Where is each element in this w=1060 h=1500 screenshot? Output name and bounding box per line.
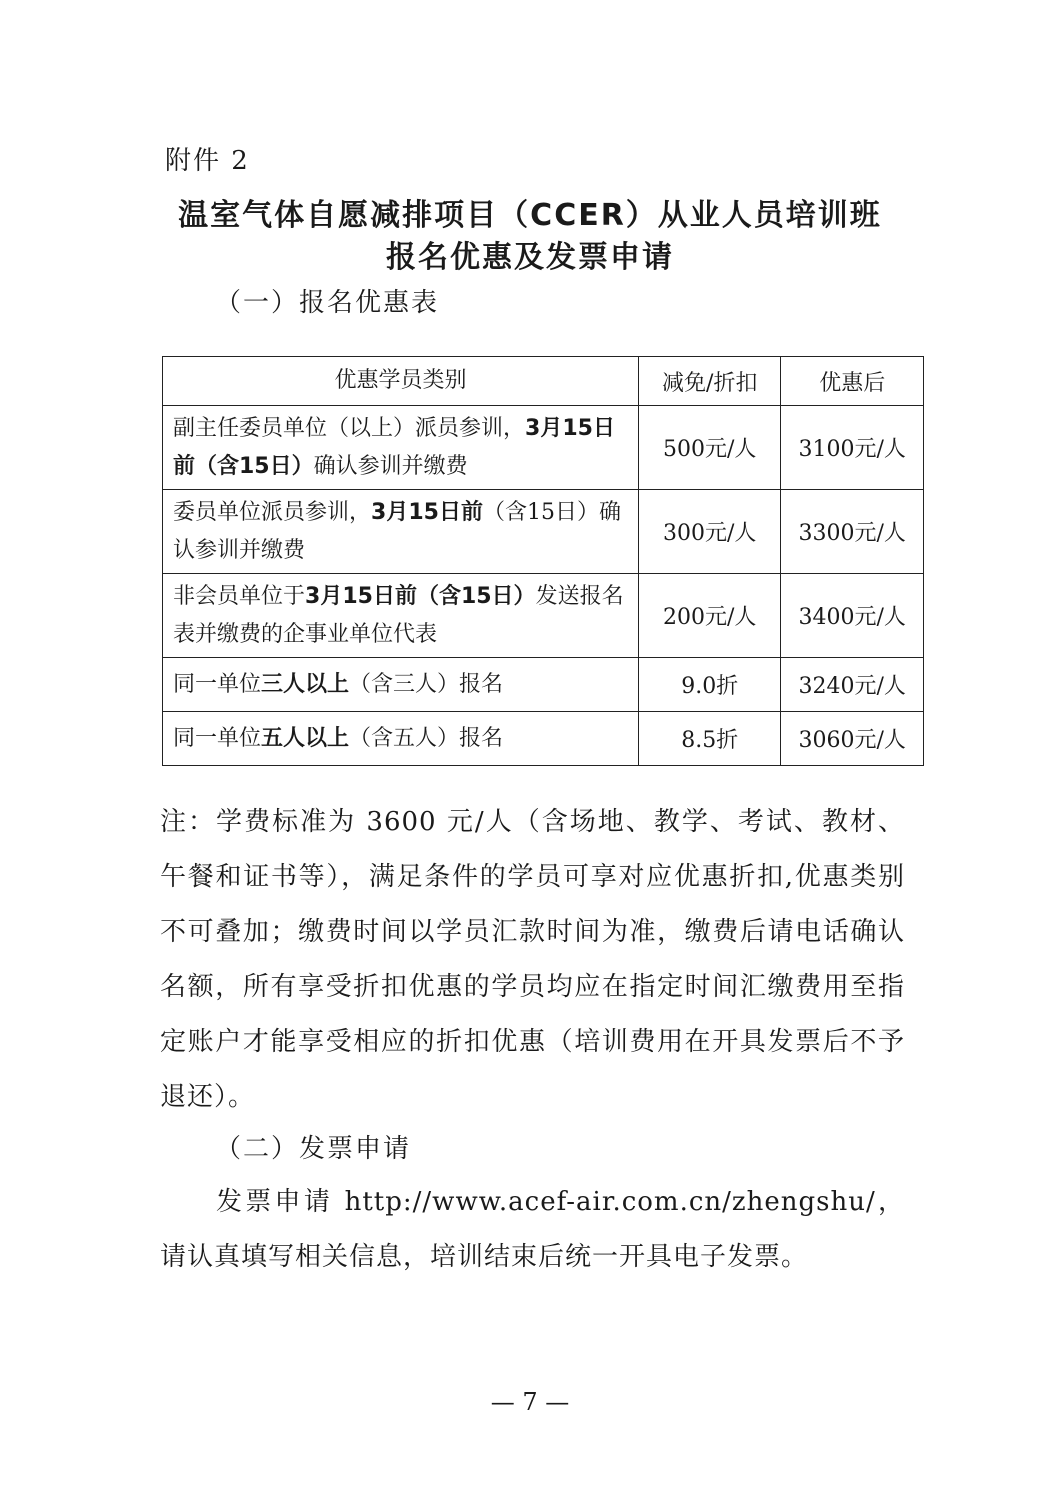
section-heading-invoice: （二）发票申请 xyxy=(215,1134,412,1164)
invoice-instructions: 发票申请 http://www.acef-air.com.cn/zhengshu/，请认真填写相关信息，培训结束后统一开具电子发票。 xyxy=(160,1187,905,1272)
cell-after: 3100元/人 xyxy=(781,406,924,490)
cell-category: 副主任委员单位（以上）派员参训，3月15日前（含15日）确认参训并缴费 xyxy=(163,406,639,490)
table-row xyxy=(163,712,924,766)
header-discount: 减免/折扣 xyxy=(639,357,781,406)
cell-category: 同一单位三人以上（含三人）报名 xyxy=(163,658,639,712)
cell-category: 非会员单位于3月15日前（含15日）发送报名表并缴费的企事业单位代表 xyxy=(163,574,639,658)
table-row xyxy=(163,490,924,574)
attachment-label: 附件 2 xyxy=(165,146,250,176)
table-row xyxy=(163,658,924,712)
cell-discount: 500元/人 xyxy=(639,406,781,490)
cell-discount: 300元/人 xyxy=(639,490,781,574)
cell-after: 3060元/人 xyxy=(781,712,924,766)
header-category: 优惠学员类别 xyxy=(163,357,639,406)
table-row xyxy=(163,406,924,490)
table-header-row xyxy=(163,357,924,406)
header-after: 优惠后 xyxy=(781,357,924,406)
table-row xyxy=(163,574,924,658)
page-number: — 7 — xyxy=(490,1388,570,1416)
document-title-line2: 报名优惠及发票申请 xyxy=(386,240,674,275)
document-title-line1: 温室气体自愿减排项目（CCER）从业人员培训班 xyxy=(178,198,882,233)
cell-after: 3300元/人 xyxy=(781,490,924,574)
cell-discount: 8.5折 xyxy=(639,712,781,766)
cell-category: 委员单位派员参训，3月15日前（含15日）确认参训并缴费 xyxy=(163,490,639,574)
discount-table xyxy=(162,356,924,766)
cell-discount: 9.0折 xyxy=(639,658,781,712)
cell-after: 3400元/人 xyxy=(781,574,924,658)
cell-after: 3240元/人 xyxy=(781,658,924,712)
fee-note: 注：学费标准为 3600 元/人（含场地、教学、考试、教材、午餐和证书等），满足条件的学员可享对应优惠折扣,优惠类别不可叠加；缴费时间以学员汇款时间为准，缴费后请电话确认名额，所有享受折扣优惠的学员均应在指定时间汇缴费用至指定账户才能享受相应的折扣优惠（培训费用在开具发票后不予退还）。 xyxy=(160,807,905,1112)
section-heading-discount-table: （一）报名优惠表 xyxy=(215,288,440,318)
cell-category: 同一单位五人以上（含五人）报名 xyxy=(163,712,639,766)
cell-discount: 200元/人 xyxy=(639,574,781,658)
